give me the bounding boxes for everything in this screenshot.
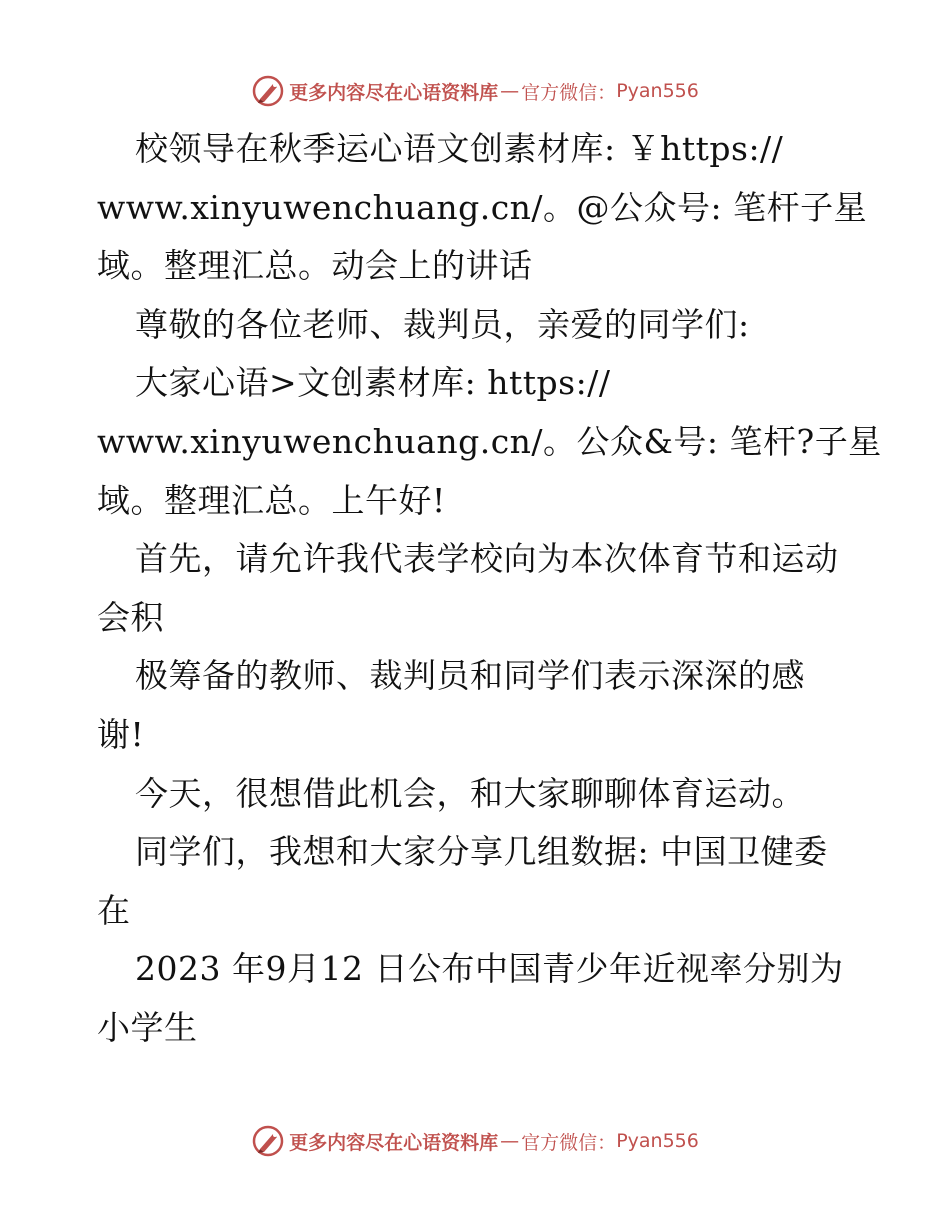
banner-wechat-label: 官方微信： bbox=[521, 81, 617, 104]
body-line: 域。整理汇总。动会上的讲话 bbox=[97, 246, 533, 286]
body-line: 域。整理汇总。上午好! bbox=[97, 480, 446, 520]
body-line: 校领导在秋季运心语文创素材库: ￥https:// bbox=[135, 129, 784, 168]
banner-wechat-account: Pyan556 bbox=[616, 80, 699, 102]
header-watermark-banner bbox=[0, 71, 950, 111]
body-line: 会积 bbox=[97, 597, 164, 637]
body-line: www.xinyuwenchuang.cn/。公众&号: 笔杆?子星 bbox=[97, 421, 882, 461]
body-line: 首先，请允许我代表学校向为本次体育节和运动 bbox=[135, 539, 839, 579]
pen-logo-icon bbox=[251, 74, 285, 108]
body-line: 尊敬的各位老师、裁判员，亲爱的同学们: bbox=[135, 304, 750, 344]
banner-main-text: 更多内容尽在心语资料库 bbox=[289, 81, 499, 104]
body-line: 同学们，我想和大家分享几组数据: 中国卫健委 bbox=[135, 832, 828, 872]
pen-logo-icon bbox=[251, 1124, 285, 1158]
body-line: 今天，很想借此机会，和大家聊聊体育运动。 bbox=[135, 773, 805, 813]
banner-wechat-label: 官方微信： bbox=[521, 1131, 617, 1154]
footer-watermark-banner bbox=[0, 1121, 950, 1161]
body-line: 大家心语>文创素材库: https:// bbox=[135, 363, 611, 403]
banner-main-text: 更多内容尽在心语资料库 bbox=[289, 1131, 499, 1154]
document-body bbox=[97, 120, 882, 1058]
body-line: 小学生 bbox=[97, 1007, 198, 1047]
body-line: 谢! bbox=[97, 714, 145, 754]
banner-separator: — bbox=[500, 1130, 520, 1152]
banner-separator: — bbox=[500, 80, 520, 102]
banner-wechat-account: Pyan556 bbox=[616, 1130, 699, 1152]
body-line: www.xinyuwenchuang.cn/。@公众号: 笔杆子星 bbox=[97, 187, 868, 227]
body-line: 在 bbox=[97, 890, 131, 930]
body-line: 极筹备的教师、裁判员和同学们表示深深的感 bbox=[135, 656, 805, 696]
body-line: 2023 年9月12 日公布中国青少年近视率分别为 bbox=[135, 949, 844, 989]
